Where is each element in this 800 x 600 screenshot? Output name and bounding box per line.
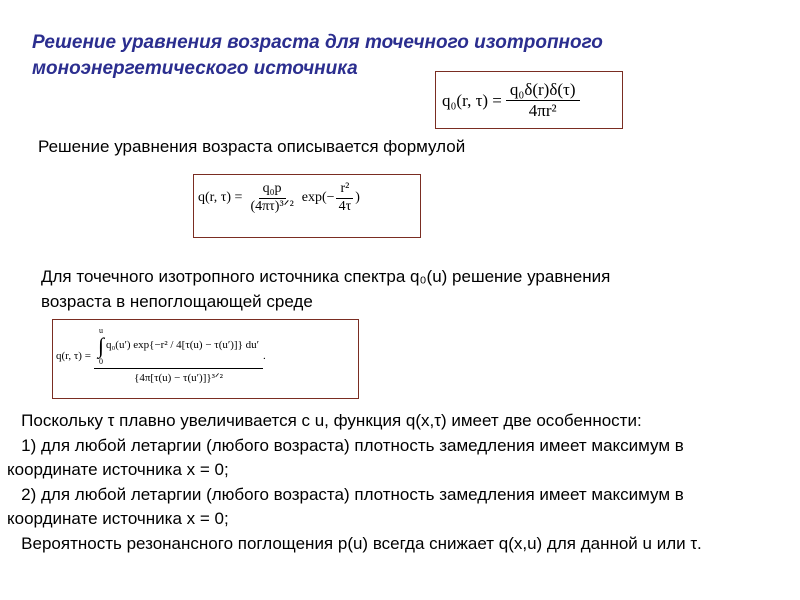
property-line: Поскольку τ плавно увеличивается с u, функция q(x,τ) имеет две особенности:: [7, 411, 642, 430]
spectrum-paragraph: Для точечного изотропного источника спектра q₀(u) решение уравнения возраста в непоглощающей среде: [41, 267, 611, 311]
formula2-close: ): [355, 190, 360, 206]
properties-list: [7, 409, 767, 556]
formula2-exp-numerator: r²: [336, 181, 353, 199]
formula2-denominator: (4πτ)³ᐟ²: [250, 198, 294, 214]
formula2-exp: exp(−: [301, 190, 335, 206]
formula3-denominator: {4π[τ(u) − τ(u′)]}³ᐟ²: [134, 372, 223, 384]
formula2-exp-denominator: 4τ: [338, 198, 352, 214]
property-line: Вероятность резонансного поглощения p(u) всегда снижает q(x,u) для данной u или τ.: [7, 533, 702, 553]
property-line: 1) для любой летаргии (любого возраста) плотность замедления имеет максимум в координате источника x = 0;: [7, 435, 689, 479]
formula2-lhs: q(r, τ) =: [198, 190, 243, 206]
formula2-numerator: q₀p: [259, 181, 286, 199]
formula3-end: .: [263, 349, 266, 362]
formula1-denominator: 4πr²: [528, 101, 557, 121]
property-line: 2) для любой летаргии (любого возраста) плотность замедления имеет максимум в координате источника x = 0;: [7, 484, 689, 528]
slide-title: Решение уравнения возраста для точечного изотропного моноэнергетического источника: [32, 32, 603, 79]
formula3-fraction: [94, 326, 263, 385]
formula3-numerator: q₀(u′) exp{−r² / 4[τ(u) − τ(u′)]} du′: [105, 339, 260, 352]
formula-point-source-box: [435, 71, 623, 129]
formula-spectrum-box: [52, 319, 359, 399]
formula1-numerator: q₀δ(r)δ(τ): [506, 80, 580, 101]
formula-age-solution-box: [193, 174, 421, 238]
formula1-fraction: [506, 80, 580, 122]
formula3-lhs: q(r, τ) =: [56, 349, 91, 362]
formula2-exp-fraction: [335, 181, 356, 216]
formula1-lhs: q₀(r, τ) =: [442, 90, 502, 110]
integral-sign-icon: u ∫ 0: [97, 326, 104, 366]
formula2-fraction: [246, 181, 297, 216]
intro-text: Решение уравнения возраста описывается формулой: [38, 137, 466, 156]
